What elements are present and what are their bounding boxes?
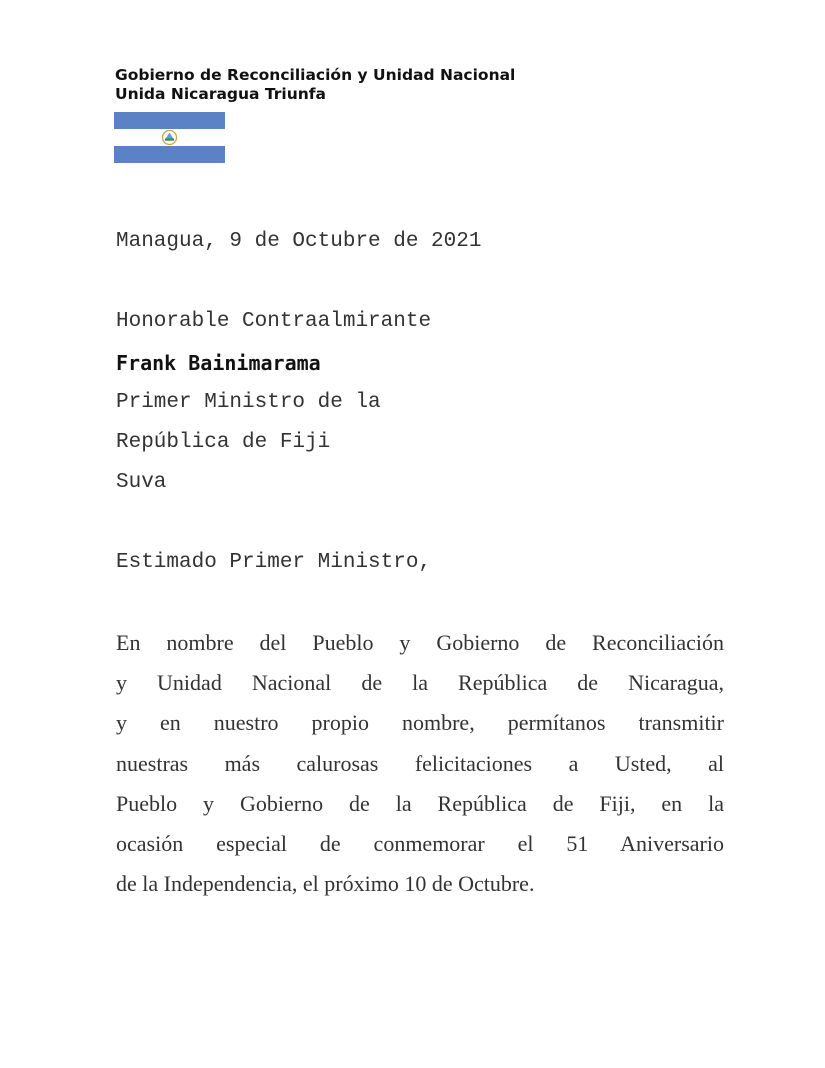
recipient-honorific: Honorable Contraalmirante bbox=[116, 310, 432, 333]
paragraph-line: Pueblo y Gobierno de la República de Fiji, en la bbox=[116, 790, 724, 816]
paragraph-line: ocasión especial de conmemorar el 51 Aniversario bbox=[116, 830, 724, 856]
recipient-name: Frank Bainimarama bbox=[116, 351, 321, 375]
paragraph-line: nuestras más calurosas felicitaciones a Usted, al bbox=[116, 750, 724, 776]
paragraph-line: y en nuestro propio nombre, permítanos transmitir bbox=[116, 710, 724, 736]
nicaragua-flag-icon bbox=[114, 112, 225, 163]
body-paragraph bbox=[116, 630, 724, 911]
letterhead-slogan: Unida Nicaragua Triunfa bbox=[115, 85, 327, 103]
letter-date: Managua, 9 de Octubre de 2021 bbox=[116, 230, 482, 253]
paragraph-line: de la Independencia, el próximo 10 de Octubre. bbox=[116, 871, 535, 897]
recipient-title-line1: Primer Ministro de la bbox=[116, 391, 381, 414]
letterhead-government-name: Gobierno de Reconciliación y Unidad Nacional bbox=[115, 66, 516, 84]
paragraph-line: y Unidad Nacional de la República de Nicaragua, bbox=[116, 670, 724, 696]
recipient-city: Suva bbox=[116, 471, 167, 494]
letterhead bbox=[115, 66, 515, 104]
salutation: Estimado Primer Ministro, bbox=[116, 551, 432, 574]
recipient-title-line2: República de Fiji bbox=[116, 431, 331, 454]
paragraph-line: En nombre del Pueblo y Gobierno de Reconciliación bbox=[116, 630, 724, 655]
